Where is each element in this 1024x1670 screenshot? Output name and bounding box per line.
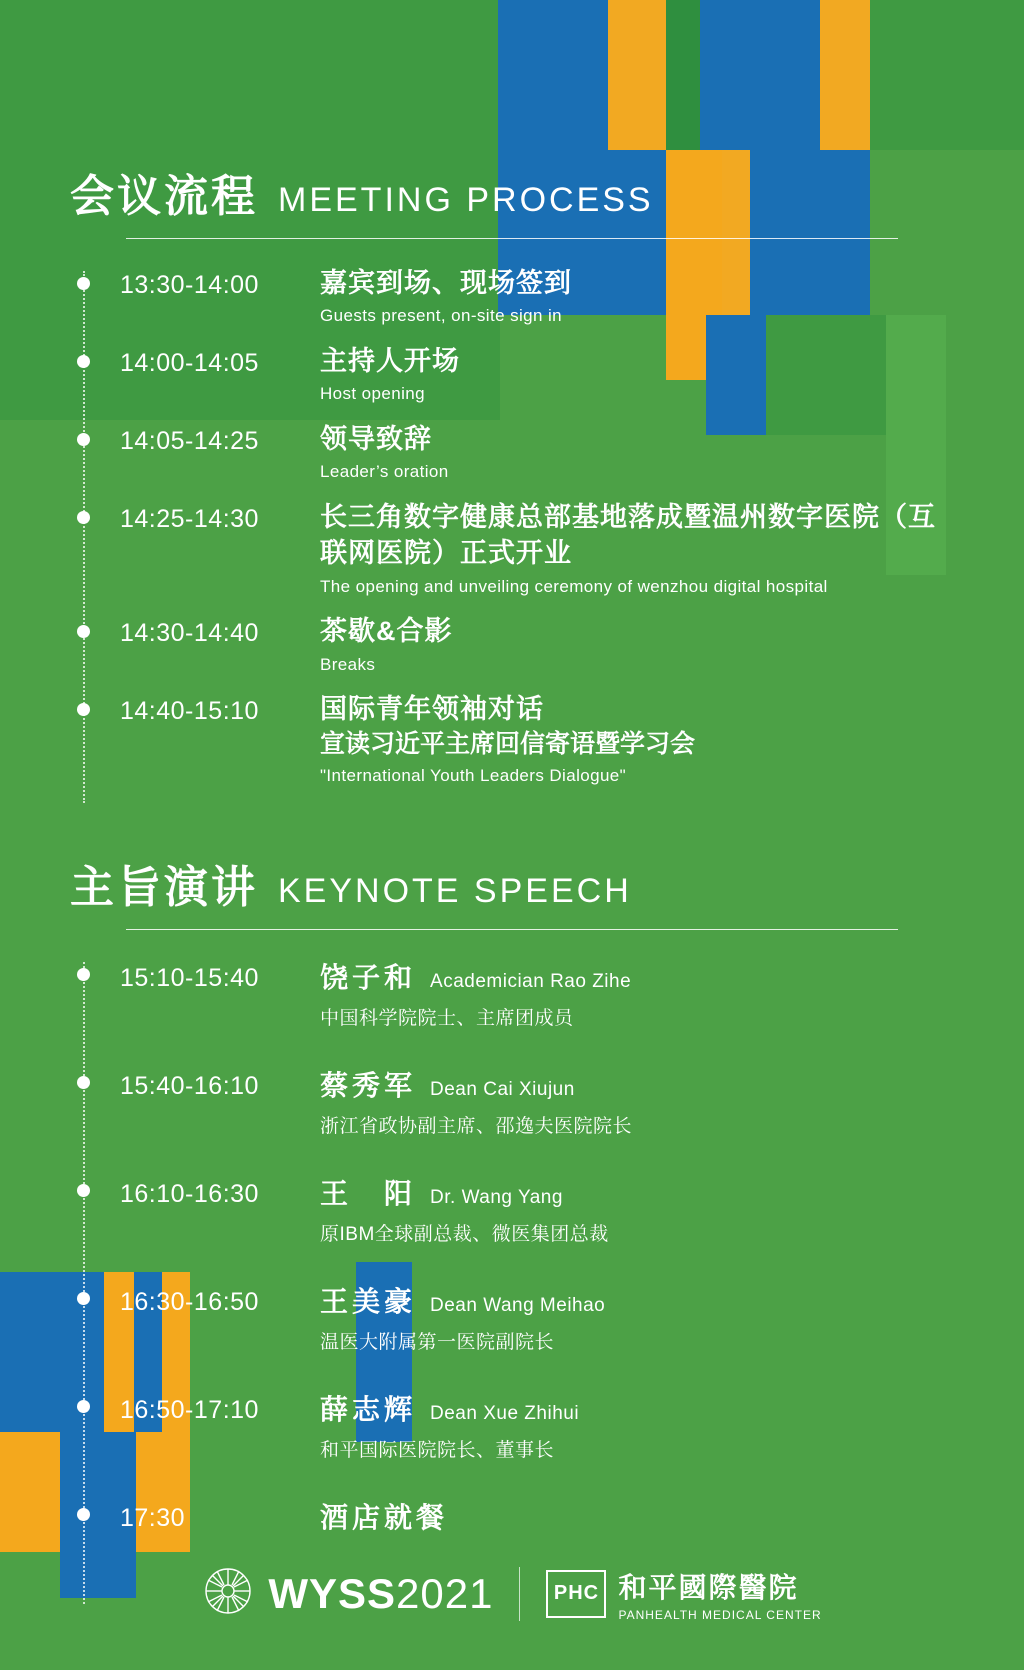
agenda-title-cn: 国际青年领袖对话 (320, 694, 544, 725)
agenda-title-cn: 主持人开场 (320, 345, 460, 376)
footer-logos (0, 1565, 1024, 1622)
agenda-time: 14:00-14:05 (120, 348, 259, 377)
agenda-time: 14:05-14:25 (120, 426, 259, 455)
speaker-time: 16:10-16:30 (120, 1179, 259, 1208)
timeline-bullet (77, 1184, 90, 1197)
agenda-title-en: Guests present, on-site sign in (320, 306, 563, 326)
speaker-name-en: Dean Cai Xiujun (430, 1078, 575, 1100)
speaker-affiliation: 温医大附属第一医院副院长 (320, 1331, 555, 1353)
timeline-bullet (77, 968, 90, 981)
agenda-detail (320, 343, 954, 407)
agenda-row (70, 499, 954, 613)
speaker-detail (320, 1388, 954, 1462)
speaker-time: 15:40-16:10 (120, 1071, 259, 1100)
panhealth-names (618, 1566, 821, 1622)
speaker-time: 15:10-15:40 (120, 963, 259, 992)
agenda-row (70, 691, 954, 803)
keynote-timeline (70, 956, 954, 1604)
speaker-row (70, 1064, 954, 1172)
meeting-process-timeline (70, 265, 954, 803)
panhealth-logo (546, 1566, 821, 1622)
section-title-cn: 主旨演讲 (70, 862, 258, 912)
agenda-title-en: The opening and unveiling ceremony of wenzhou digital hospital (320, 576, 828, 596)
meeting-process-header (70, 0, 954, 239)
speaker-name-cn: 酒店就餐 (320, 1501, 449, 1533)
agenda-row (70, 421, 954, 499)
agenda-detail (320, 421, 954, 485)
speaker-name-cn: 饶子和 (320, 961, 417, 993)
timeline-bullet (77, 355, 90, 368)
section-title-en: MEETING PROCESS (278, 181, 654, 219)
speaker-row (70, 1280, 954, 1388)
timeline-bullet (77, 277, 90, 290)
speaker-detail (320, 1496, 954, 1536)
timeline-bullet (77, 433, 90, 446)
agenda-row (70, 343, 954, 421)
agenda-title-en: Leader’s oration (320, 462, 449, 482)
speaker-time: 17:30 (120, 1503, 186, 1532)
timeline-bullet (77, 1508, 90, 1521)
agenda-detail (320, 265, 954, 329)
agenda-time: 14:30-14:40 (120, 619, 259, 648)
sunburst-icon (202, 1565, 254, 1622)
panhealth-mark: PHC (546, 1570, 606, 1618)
agenda-title-en: Host opening (320, 384, 425, 404)
speaker-name-cn: 王美豪 (320, 1285, 417, 1317)
speaker-affiliation: 中国科学院院士、主席团成员 (320, 1007, 574, 1029)
wyss-wordmark (268, 1570, 493, 1618)
footer-divider (519, 1567, 520, 1621)
speaker-affiliation: 原IBM全球副总裁、微医集团总裁 (320, 1223, 609, 1245)
timeline-bullet (77, 703, 90, 716)
agenda-title-cn: 茶歇&合影 (320, 616, 453, 647)
speaker-row (70, 1172, 954, 1280)
timeline-bullet (77, 1292, 90, 1305)
wyss-name: WYSS (268, 1569, 397, 1617)
speaker-name-en: Dr. Wang Yang (430, 1186, 563, 1208)
speaker-time: 16:50-17:10 (120, 1395, 259, 1424)
wyss-logo (202, 1565, 493, 1622)
agenda-detail (320, 613, 954, 677)
section-title-cn: 会议流程 (70, 172, 258, 221)
timeline-bullet (77, 511, 90, 524)
speaker-name-cn: 王 阳 (320, 1177, 417, 1209)
speaker-detail (320, 956, 954, 1030)
timeline-bullet (77, 1400, 90, 1413)
speaker-affiliation: 浙江省政协副主席、邵逸夫医院院长 (320, 1115, 633, 1137)
speaker-detail (320, 1064, 954, 1138)
section-divider (126, 929, 898, 930)
agenda-title-cn: 长三角数字健康总部基地落成暨温州数字医院（互联网医院）正式开业 (320, 501, 936, 569)
speaker-detail (320, 1172, 954, 1246)
agenda-subtitle-cn: 宣读习近平主席回信寄语暨学习会 (320, 729, 696, 758)
keynote-speech-header (70, 803, 954, 930)
speaker-name-en: Dean Xue Zhihui (430, 1402, 580, 1424)
agenda-detail (320, 691, 954, 789)
timeline-bullet (77, 1076, 90, 1089)
speaker-name-cn: 蔡秀军 (320, 1069, 417, 1101)
agenda-title-en: "International Youth Leaders Dialogue" (320, 766, 627, 786)
wyss-year: 2021 (396, 1569, 494, 1617)
speaker-row (70, 956, 954, 1064)
section-divider (126, 238, 898, 239)
speaker-affiliation: 和平国际医院院长、董事长 (320, 1439, 555, 1461)
agenda-time: 14:40-15:10 (120, 697, 259, 726)
agenda-title-cn: 嘉宾到场、现场签到 (320, 268, 572, 298)
agenda-title-en: Breaks (320, 654, 376, 674)
section-title-en: KEYNOTE SPEECH (278, 871, 632, 910)
panhealth-name-en: PANHEALTH MEDICAL CENTER (618, 1607, 822, 1622)
agenda-detail (320, 499, 954, 599)
speaker-name-cn: 薛志辉 (320, 1393, 417, 1425)
speaker-time: 16:30-16:50 (120, 1287, 259, 1316)
timeline-bullet (77, 625, 90, 638)
agenda-time: 13:30-14:00 (120, 271, 259, 299)
speaker-row (70, 1388, 954, 1496)
speaker-name-en: Dean Wang Meihao (430, 1294, 606, 1316)
agenda-time: 14:25-14:30 (120, 504, 259, 533)
agenda-row (70, 265, 954, 343)
agenda-title-cn: 领导致辞 (320, 423, 432, 454)
speaker-detail (320, 1280, 954, 1354)
agenda-row (70, 613, 954, 691)
speaker-name-en: Academician Rao Zihe (430, 970, 632, 992)
panhealth-name-cn: 和平國際醫院 (618, 1571, 799, 1603)
